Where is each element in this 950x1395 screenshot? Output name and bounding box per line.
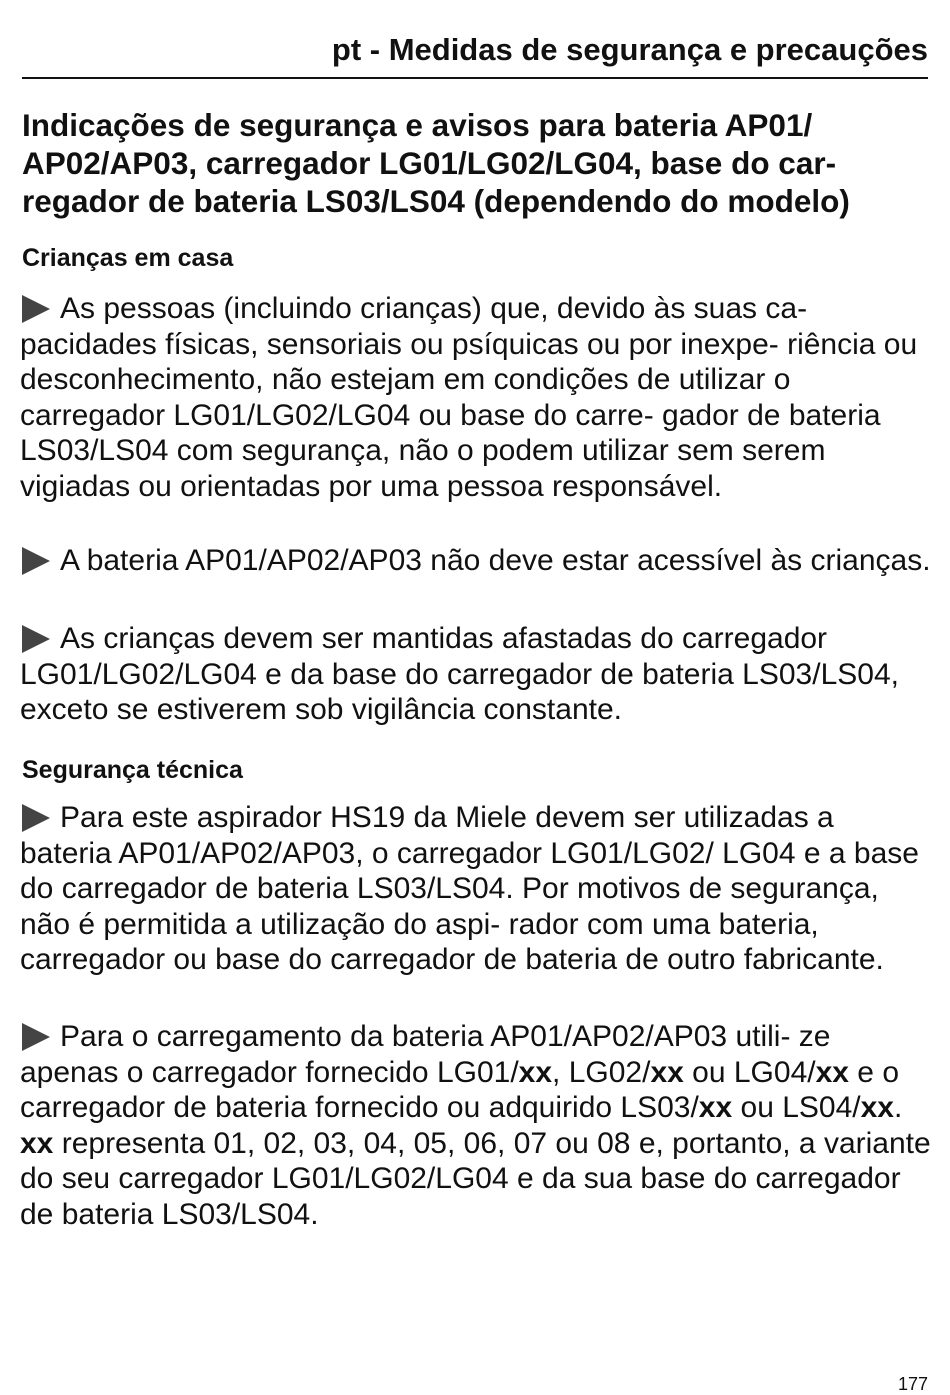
variant-placeholder: xx [698, 1091, 733, 1124]
variant-placeholder: xx [815, 1055, 849, 1089]
main-title: Indicações de segurança e avisos para bateria AP01/ AP02/AP03, carregador LG01/LG02/LG04, base do car- regador de bateria LS03/LS04 (dependendo do modelo) [22, 107, 850, 219]
arrow-bullet-icon [22, 804, 50, 832]
variant-placeholder: xx [518, 1055, 553, 1089]
safety-item-technical-2: Para o carregamento da bateria AP01/AP02/AP03 utili- ze apenas o carregador fornecido LG01/xx, LG02/xx ou LG04/xx e o carregador de bateria fornecido ou adquirido LS03/xx ou LS04/xx. xx representa 01, 02, 03, 04, 05, 06, 07 ou 08 e, portanto, a variante do seu carregador LG01/LG02/LG04 e da sua base do carregador de bateria LS03/LS04. [20, 1020, 931, 1231]
variant-note: representa 01, 02, 03, 04, 05, 06, 07 ou 08 e, portanto, a variante do seu carregador LG01/LG02/LG04 e da sua base do carregador de bateria LS03/LS04. [20, 1126, 931, 1231]
arrow-bullet-icon [22, 547, 50, 575]
variant-placeholder: xx [20, 1126, 54, 1160]
header-rule [22, 77, 928, 79]
safety-item-children-1: As pessoas (incluindo crianças) que, devido às suas ca- pacidades físicas, sensoriais ou psíquicas ou por inexpe- riência ou desconhecimento, não estejam em condições de utilizar o carregador LG01/LG02/LG04 ou base do carre- gador de bateria LS03/LS04 com segurança, não o podem utilizar sem serem vigiadas ou orientadas por uma pessoa responsável. [20, 292, 918, 503]
section-title-children: Crianças em casa [22, 244, 234, 272]
arrow-bullet-icon [22, 1023, 50, 1051]
safety-item-technical-1: Para este aspirador HS19 da Miele devem ser utilizadas a bateria AP01/AP02/AP03, o carregador LG01/LG02/ LG04 e a base do carregador de bateria LS03/LS04. Por motivos de segurança, não é permitida a utilização do aspi- rador com uma bateria, carregador ou base do carregador de bateria de outro fabricante. [20, 801, 919, 976]
page-number: 177 [897, 1374, 928, 1394]
arrow-bullet-icon [22, 625, 50, 653]
page-header: pt - Medidas de segurança e precauções [331, 32, 928, 67]
variant-placeholder: xx [650, 1055, 684, 1089]
safety-item-children-3: As crianças devem ser mantidas afastadas do carregador LG01/LG02/LG04 e da base do carregador de bateria LS03/LS04, exceto se estiverem sob vigilância constante. [20, 622, 899, 726]
variant-placeholder: xx [860, 1091, 894, 1124]
section-title-technical: Segurança técnica [22, 756, 243, 784]
arrow-bullet-icon [22, 295, 50, 323]
safety-item-children-2: A bateria AP01/AP02/AP03 não deve estar acessível às crianças. [20, 543, 932, 579]
